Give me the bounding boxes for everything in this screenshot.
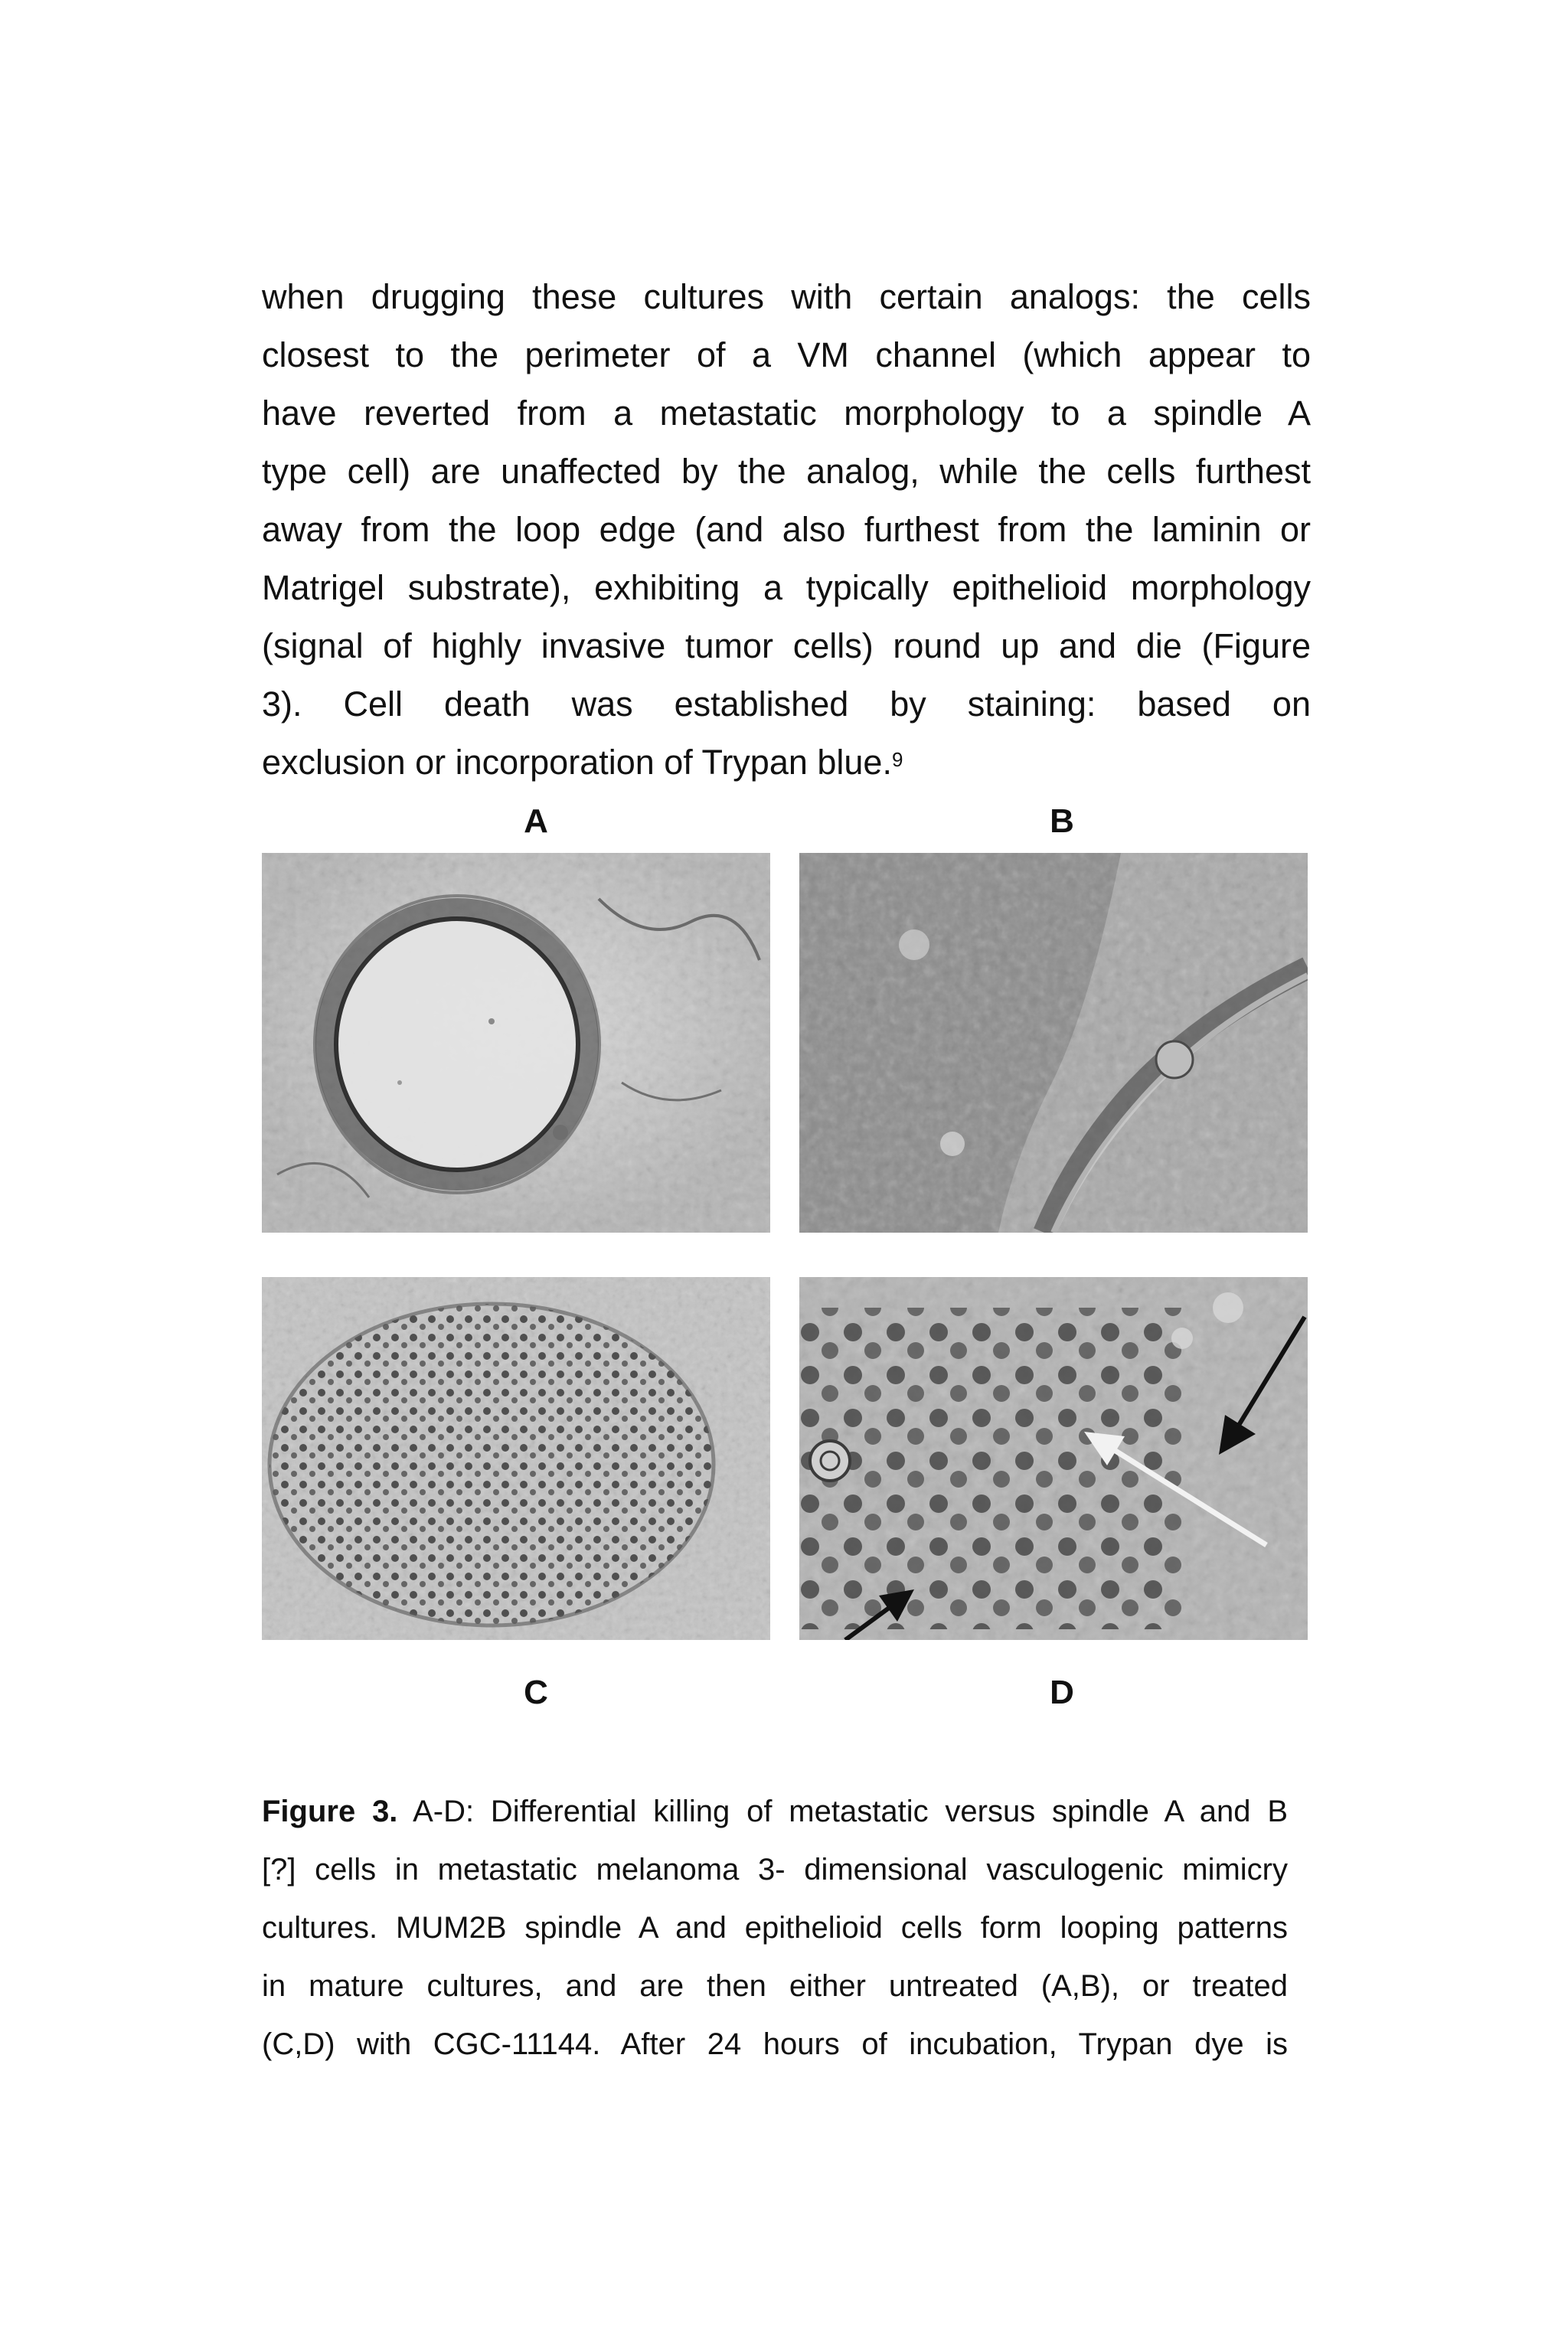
panel-label-b: B [1050, 802, 1074, 840]
reference-superscript: 9 [891, 748, 903, 771]
micrograph-panel-b [799, 853, 1308, 1233]
body-line-text: exclusion or incorporation of Trypan blue. [262, 743, 892, 782]
body-line: 3). Cell death was established by staining: based on [262, 684, 1311, 724]
caption-line: (C,D) with CGC-11144. After 24 hours of incubation, Trypan dye is [262, 2027, 1288, 2061]
panel-label-d: D [1050, 1674, 1074, 1711]
body-line: away from the loop edge (and also furthest from the laminin or [262, 510, 1311, 549]
caption-line: in mature cultures, and are then either untreated (A,B), or treated [262, 1969, 1288, 2003]
micrograph-panel-a [262, 853, 770, 1233]
body-line: type cell) are unaffected by the analog, while the cells furthest [262, 452, 1311, 491]
caption-line: cultures. MUM2B spindle A and epithelioid cells form looping patterns [262, 1911, 1288, 1945]
micrograph-d-image [799, 1277, 1308, 1640]
caption-line-first [262, 1782, 1288, 1841]
body-line: Matrigel substrate), exhibiting a typically epithelioid morphology [262, 568, 1311, 607]
body-line: have reverted from a metastatic morphology to a spindle A [262, 394, 1311, 433]
body-line-last [262, 733, 1311, 792]
micrograph-panel-d [799, 1277, 1308, 1640]
body-line: closest to the perimeter of a VM channel (which appear to [262, 335, 1311, 374]
micrograph-c-image [262, 1277, 770, 1640]
body-paragraph [262, 268, 1311, 792]
micrograph-panel-c [262, 1277, 770, 1640]
caption-label: Figure 3. [262, 1795, 398, 1828]
body-line: (signal of highly invasive tumor cells) round up and die (Figure [262, 626, 1311, 665]
figure-caption [262, 1782, 1288, 2073]
caption-line: [?] cells in metastatic melanoma 3- dimensional vasculogenic mimicry [262, 1853, 1288, 1886]
micrograph-b-image [799, 853, 1308, 1233]
micrograph-a-image [262, 853, 770, 1233]
panel-label-a: A [524, 802, 548, 840]
body-line: when drugging these cultures with certain analogs: the cells [262, 277, 1311, 316]
panel-label-c: C [524, 1674, 548, 1711]
caption-first-text: A-D: Differential killing of metastatic versus spindle A and B [413, 1795, 1289, 1828]
